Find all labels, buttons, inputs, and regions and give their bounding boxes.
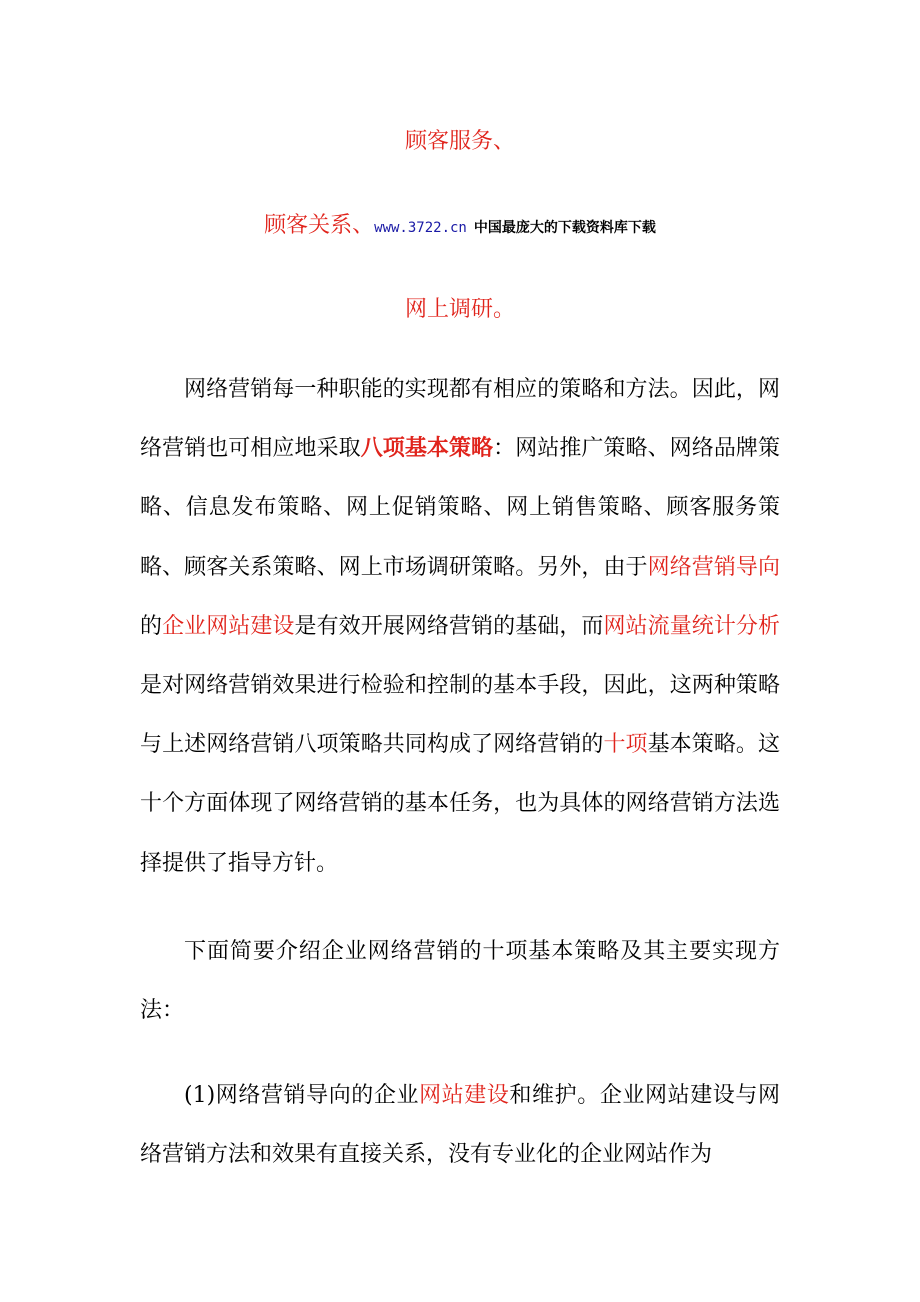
highlight-traffic-analysis: 网站流量统计分析 bbox=[603, 613, 780, 639]
site-url-link[interactable]: www.3722.cn bbox=[374, 220, 467, 236]
para2-text: 下面简要介绍企业网络营销的十项基本策略及其主要实现方法： bbox=[140, 939, 780, 1024]
highlight-website-building-2: 网站建设 bbox=[419, 1083, 510, 1108]
heading-customer-service: 顾客服务、 bbox=[404, 129, 515, 154]
highlight-ten-items: 十项 bbox=[603, 732, 648, 758]
para1-text-5: 是对网络营销效果进行检验和控制的基本手段，因此，这两种策略与上述网络营销八项策略共同构成了网络营销的 bbox=[140, 673, 780, 758]
heading-line-2 bbox=[0, 208, 920, 239]
heading-online-research: 网上调研。 bbox=[404, 297, 515, 322]
paragraph-intro bbox=[140, 922, 780, 1040]
para3-text-2: 和维护。企业网站建设与网络营销方法和效果有直接关系，没有专业化的企业网站作为 bbox=[140, 1083, 780, 1168]
para1-text-1: 网络营销每一种职能的实现都有相应的策略和方法。因此，网络营销也可相应地采取 bbox=[140, 377, 780, 462]
para1-text-2: ：网站推广策略、网络品牌策略、信息发布策略、网上促销策略、网上销售策略、顾客服务策略、顾客关系策略、网上市场调研策略。另外，由于 bbox=[140, 436, 780, 580]
highlight-marketing-oriented: 网络营销导向 bbox=[647, 554, 780, 580]
highlight-eight-strategies: 八项基本策略 bbox=[360, 435, 494, 462]
para1-text-4: 是有效开展网络营销的基础，而 bbox=[294, 613, 604, 639]
paragraph-item-1 bbox=[140, 1066, 780, 1184]
para1-text-3: 的 bbox=[140, 613, 163, 639]
para1-text-6: 基本策略。这十个方面体现了网络营销的基本任务，也为具体的网络营销方法选择提供了指导方针。 bbox=[140, 732, 780, 876]
heading-customer-relation: 顾客关系、 bbox=[264, 213, 375, 238]
heading-line-3 bbox=[0, 292, 920, 323]
heading-line-1 bbox=[0, 124, 920, 155]
paragraph-strategies bbox=[140, 360, 780, 893]
para3-text-1: (1)网络营销导向的企业 bbox=[184, 1083, 420, 1108]
highlight-website-building: 企业网站建设 bbox=[162, 613, 295, 639]
ad-banner-text: 中国最庞大的下载资料库下载 bbox=[473, 220, 656, 236]
